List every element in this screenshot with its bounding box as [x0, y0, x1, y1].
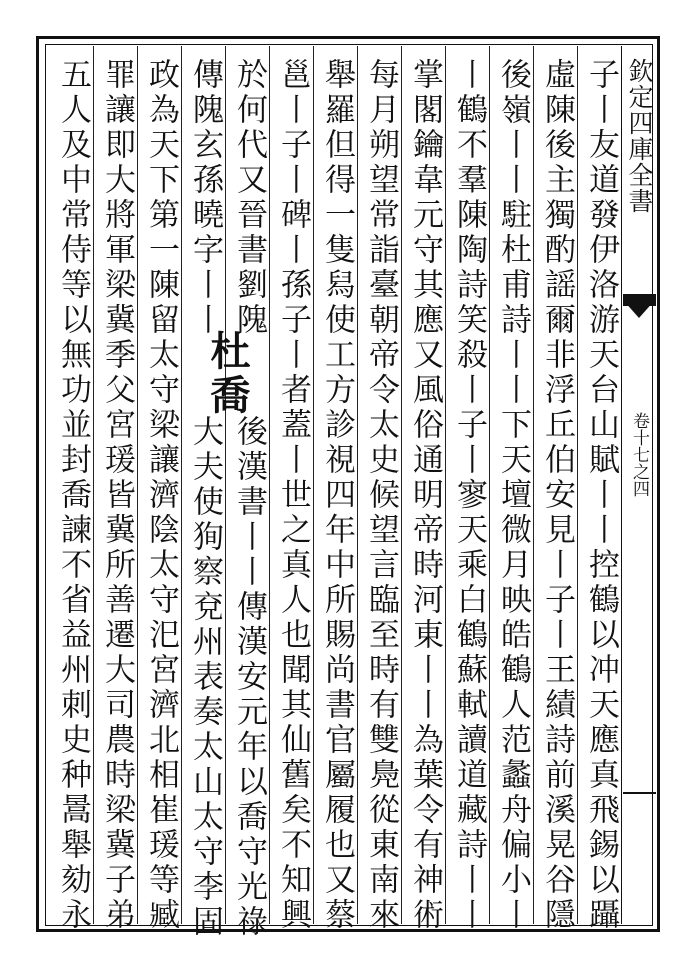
text-column-4: 丨鶴不羣陳陶詩笑殺丨子丨寥天乘白鶴蘇軾讀道藏詩丨丨 [451, 58, 487, 933]
text-column-11: 政為天下第一陳留太守梁讓濟陰太守汜宮濟北相崔瑗等臧 [143, 58, 179, 933]
fish-tail-point [623, 300, 655, 318]
text-column-3: 後嶺丨丨駐杜甫詩丨丨下天壇微月映皓鶴人范蠡舟偏小丨 [495, 58, 531, 933]
text-column-12: 罪讓即大將軍梁冀季父宮瑗皆冀所善遷大司農時梁冀子弟 [99, 58, 135, 933]
margin-volume-label: 卷十七之四 [629, 412, 649, 497]
text-column-8: 邕丨子丨碑丨孫子丨者蓋丨世之真人也聞其仙舊矣不知興 [275, 58, 311, 933]
heading-du-qiao: 杜喬 [204, 330, 251, 418]
du-qiao-note-right: 後漢書丨丨傳漢安元年以喬守光祿 [231, 415, 267, 940]
du-qiao-note-left: 大夫使狥察兗州表奏太山太守李固 [187, 415, 223, 940]
text-column-13: 五人及中常侍等以無功並封喬諫不省益州刺史种暠舉劾永 [55, 58, 91, 933]
text-column-2: 虛陳後主獨酌謡爾非浮丘伯安見丨子丨王績詩前溪晃谷隱 [539, 58, 575, 933]
text-column-10: 傳隗玄孫曉字丨丨 [187, 58, 223, 338]
text-column-6: 每月朔望常詣臺朝帝令太史候望言臨至時有雙鳧從東南來 [363, 58, 399, 933]
text-column-1: 子丨友道發伊洛游天台山賦丨丨控鶴以冲天應真飛錫以躡 [583, 58, 619, 933]
text-column-9: 於何代又晉書劉隗 [231, 58, 267, 338]
margin-book-title: 欽定四庫全書 [625, 58, 654, 214]
text-column-7: 舉羅但得一隻舄使工方診視四年中所賜尚書官屬履也又蔡 [319, 58, 355, 933]
text-column-5: 掌閣鑰韋元守其應又風俗通明帝時河東丨丨為葉令有神術 [407, 58, 443, 933]
lower-fish-tail [623, 792, 656, 794]
